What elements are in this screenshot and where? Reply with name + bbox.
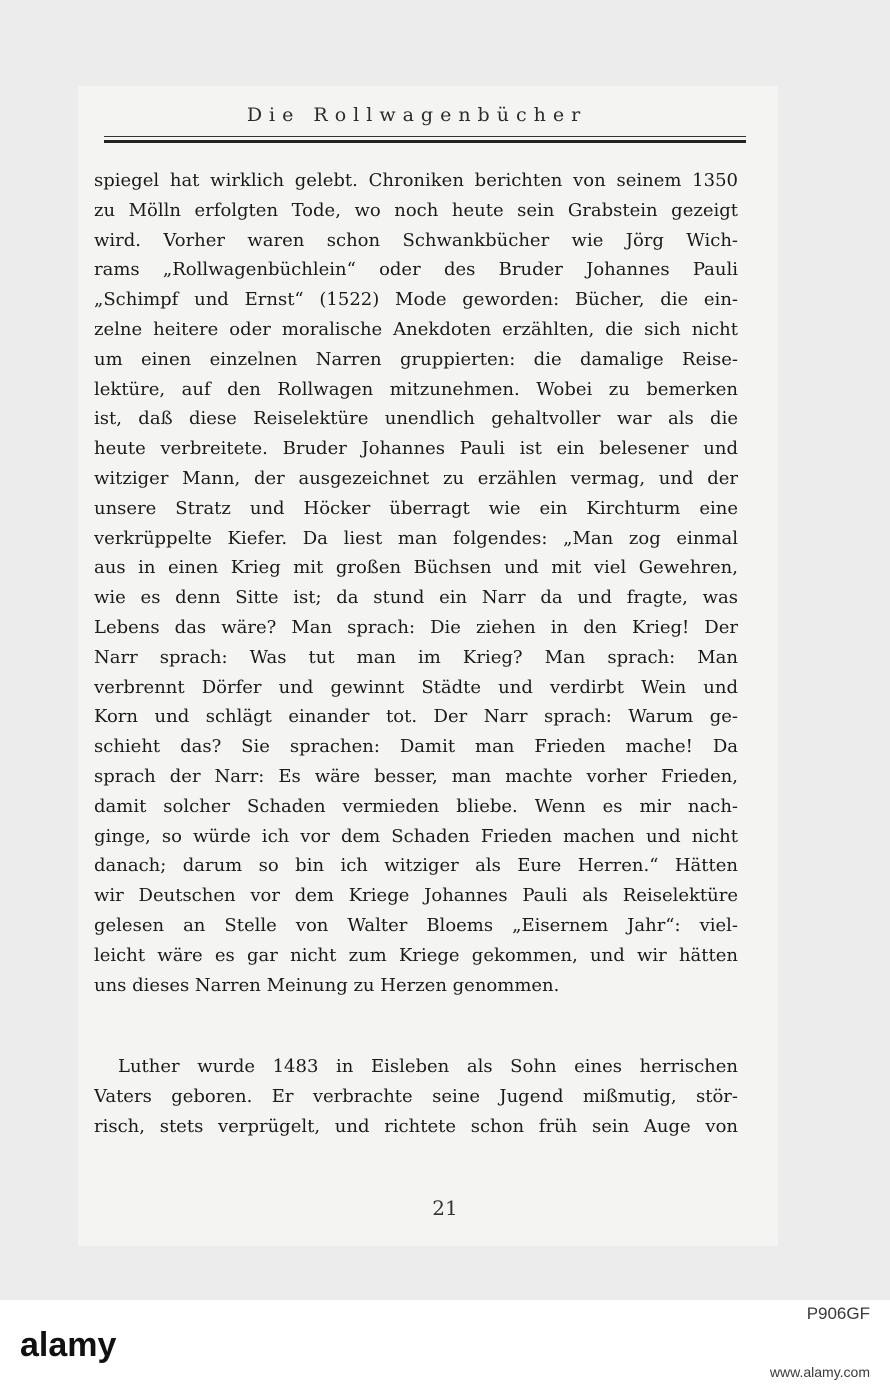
image-id: P906GF [806, 1304, 870, 1323]
paragraph-2 [94, 1052, 738, 1141]
text-line: danach; darum so bin ich witziger als Eure Herren.“ Hätten [94, 855, 738, 877]
text-line: ist, daß diese Reiselektüre unendlich gehaltvoller war als die [94, 408, 738, 430]
text-line: leicht wäre es gar nicht zum Kriege gekommen, und wir hätten [94, 944, 738, 966]
text-line: spiegel hat wirklich gelebt. Chroniken berichten von seinem 1350 [94, 170, 738, 191]
text-line: um einen einzelnen Narren gruppierten: die damalige Reise- [94, 348, 738, 370]
alamy-logo-text: alamy [20, 1326, 117, 1364]
running-head: Die Rollwagenbücher [246, 104, 588, 126]
text-line: wir Deutschen vor dem Kriege Johannes Pauli als Reiselektüre [94, 885, 738, 907]
text-line: verbrennt Dörfer und gewinnt Städte und verdirbt Wein und [94, 676, 738, 698]
text-line: zu Mölln erfolgten Tode, wo noch heute sein Grabstein gezeigt [94, 199, 738, 221]
text-line: wie es denn Sitte ist; da stund ein Narr da und fragte, was [94, 587, 738, 609]
text-line: rams „Rollwagenbüchlein“ oder des Bruder Johannes Pauli [94, 259, 738, 281]
text-line: verkrüppelte Kiefer. Da liest man folgendes: „Man zog einmal [94, 527, 738, 549]
body-text [94, 166, 738, 1142]
text-line: schieht das? Sie sprachen: Damit man Frieden mache! Da [94, 736, 738, 758]
alamy-logo [20, 1326, 138, 1364]
text-line: ginge, so würde ich vor dem Schaden Frieden machen und nicht [94, 825, 738, 847]
text-line: „Schimpf und Ernst“ (1522) Mode geworden: Bücher, die ein- [94, 289, 738, 311]
text-line: Narr sprach: Was tut man im Krieg? Man sprach: Man [94, 646, 738, 668]
text-line: sprach der Narr: Es wäre besser, man machte vorher Frieden, [94, 765, 738, 787]
text-line: unsere Stratz und Höcker überragt wie ein Kirchturm eine [94, 497, 738, 519]
text-line: uns dieses Narren Meinung zu Herzen genommen. [94, 974, 560, 996]
text-line: gelesen an Stelle von Walter Bloems „Eisernem Jahr“: viel- [94, 914, 738, 936]
page-number: 21 [432, 1196, 458, 1220]
header-rule-thick [104, 140, 746, 143]
text-line: Korn und schlägt einander tot. Der Narr sprach: Warum ge- [94, 706, 738, 728]
text-line: Vaters geboren. Er verbrachte seine Jugend mißmutig, stör- [94, 1086, 738, 1108]
text-line: aus in einen Krieg mit großen Büchsen und mit viel Gewehren, [94, 557, 738, 579]
header-rule-thin [104, 136, 746, 137]
text-line: wird. Vorher waren schon Schwankbücher wie Jörg Wich- [94, 229, 738, 251]
paragraph-spacer [94, 1000, 738, 1052]
text-line: Lebens das wäre? Man sprach: Die ziehen in den Krieg! Der [94, 616, 738, 638]
text-line: heute verbreitete. Bruder Johannes Pauli ist ein belesener und [94, 438, 738, 460]
site-url: www.alamy.com [769, 1364, 870, 1380]
text-line: risch, stets verprügelt, und richtete schon früh sein Auge von [94, 1115, 738, 1137]
text-line: Luther wurde 1483 in Eisleben als Sohn eines herrischen [118, 1056, 738, 1078]
text-line: zelne heitere oder moralische Anekdoten erzählten, die sich nicht [94, 318, 738, 340]
text-line: lektüre, auf den Rollwagen mitzunehmen. Wobei zu bemerken [94, 378, 738, 400]
text-line: damit solcher Schaden vermieden bliebe. Wenn es mir nach- [94, 795, 738, 817]
text-line: witziger Mann, der ausgezeichnet zu erzählen vermag, und der [94, 467, 738, 489]
paragraph-1 [94, 166, 738, 1000]
